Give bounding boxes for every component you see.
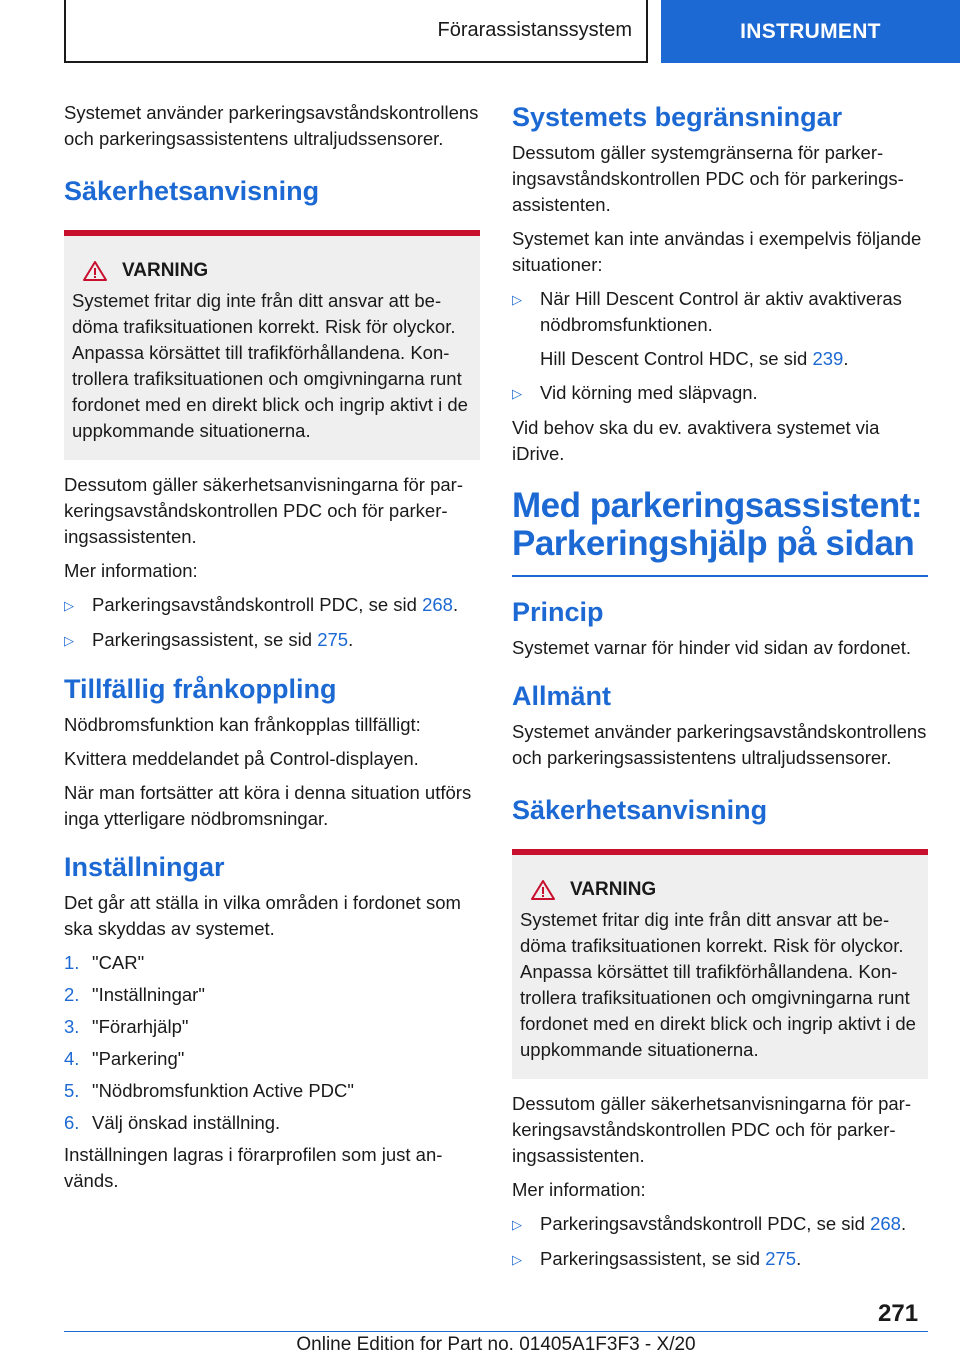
step-text: "CAR" [92,952,145,973]
step-text: "Inställningar" [92,984,205,1005]
triangle-bullet-icon: ▷ [512,386,522,401]
more-info-label: Mer information: [512,1179,646,1200]
step-item [64,1014,480,1040]
main-heading [512,487,928,563]
page-link[interactable]: 239 [812,348,844,369]
page-number: 271 [878,1300,919,1327]
limit-item-text: När Hill Descent Control är aktiv avaktiveras nödbromsfunktionen. [540,288,902,335]
warning-title [520,877,920,903]
right-column [512,100,928,1281]
chapter-title: INSTRUMENT [740,19,881,43]
general-heading: Allmänt [512,681,612,711]
link-text: Parkeringsavståndskontroll PDC, se sid [540,1213,871,1234]
step-number: 4. [64,1048,80,1069]
triangle-bullet-icon: ▷ [512,1217,522,1232]
warning-label: VARNING [122,260,209,281]
also-paragraph: Dessutom gäller säkerhetsanvisningarna för parkeringsavståndskontrollen PDC och för parkeringsassistenten. [64,474,463,547]
temp-paragraph-2: Kvittera meddelandet på Control-displayen. [64,748,419,769]
list-item: ▷ Parkeringsassistent, se sid 275. [64,627,480,654]
warning-title [72,258,472,284]
link-text: Parkeringsavståndskontroll PDC, se sid [92,594,423,615]
triangle-bullet-icon: ▷ [64,598,74,613]
warning-text: Systemet fritar dig inte från ditt ansvar att bedöma trafiksituationen korrekt. Risk för olyckor. Anpassa körsättet till trafikförhållandena. Kontrollera trafiksituationen och omgivningarna runt fordonet med en direkt blick och ingrip aktivt i de uppkommande situationerna. [520,909,916,1060]
list-item: ▷ När Hill Descent Control är aktiv avaktiveras nödbromsfunktionen. Hill Descent Control HDC, se sid 239. [512,286,928,372]
section-title: Förarassistanssystem [437,19,632,41]
step-number: 2. [64,984,80,1005]
warning-text: Systemet fritar dig inte från ditt ansvar att bedöma trafiksituationen korrekt. Risk för olyckor. Anpassa körsättet till trafikförhållandena. Kontrollera trafiksituationen och omgivningarna runt fordonet med en direkt blick och ingrip aktivt i de uppkommande situationerna. [72,290,468,441]
settings-paragraph-2: Inställningen lagras i förarprofilen som just används. [64,1144,443,1191]
page-link[interactable]: 268 [422,594,453,615]
step-item [64,950,480,976]
step-text: Välj önskad inställning. [92,1112,281,1133]
triangle-bullet-icon: ▷ [64,633,74,648]
list-item: ▷ Parkeringsassistent, se sid 275. [512,1246,928,1273]
limits-heading: Systemets begränsningar [512,102,843,132]
list-item [512,380,928,407]
principle-text: Systemet varnar för hinder vid sidan av fordonet. [512,637,911,658]
settings-heading: Inställningar [64,852,225,882]
list-item: ▷ Parkeringsavståndskontroll PDC, se sid 268. [64,592,480,619]
temp-disable-heading: Tillfällig frånkoppling [64,674,337,704]
step-item [64,982,480,1008]
heading-rule [512,575,928,577]
warning-triangle-icon [530,879,556,901]
warning-triangle-icon [82,260,108,282]
step-item [64,1110,480,1136]
list-item: ▷ Parkeringsavståndskontroll PDC, se sid 268. [512,1211,928,1238]
warning-label: VARNING [570,879,657,900]
step-text: "Parkering" [92,1048,185,1069]
more-info-label: Mer information: [64,560,198,581]
page-link[interactable]: 275 [765,1248,797,1269]
safety-heading: Säkerhetsanvisning [64,176,320,206]
step-number: 5. [64,1080,80,1101]
temp-paragraph-3: När man fortsätter att köra i denna situation utförs inga ytterligare nödbromsningar. [64,782,472,829]
step-item [64,1078,480,1104]
main-heading-line-2: Parkeringshjälp på sidan [512,524,915,563]
warning-box [512,849,928,1079]
main-heading-line-1: Med parkeringsassistent: [512,486,923,525]
link-text: Parkeringsassistent, se sid [540,1248,766,1269]
page-link[interactable]: 275 [317,629,349,650]
principle-heading: Princip [512,597,604,627]
step-text: "Förarhjälp" [92,1016,189,1037]
limits-paragraph-3: Vid behov ska du ev. avaktivera systemet via iDrive. [512,417,880,464]
edition-footer: Online Edition for Part no. 01405A1F3F3 - X/20 [296,1334,696,1355]
link-text: Parkeringsassistent, se sid [92,629,318,650]
triangle-bullet-icon: ▷ [512,1252,522,1267]
triangle-bullet-icon: ▷ [512,292,522,307]
intro-paragraph: Systemet använder parkeringsavståndskontrollens och parkeringsassistentens ultraljudssensorer. [64,102,479,149]
warning-box [64,230,480,460]
step-number: 6. [64,1112,80,1133]
chapter-tab [661,0,960,63]
section-header [64,0,648,63]
also-paragraph: Dessutom gäller säkerhetsanvisningarna för parkeringsavståndskontrollen PDC och för parkeringsassistenten. [512,1093,911,1166]
footer-rule [64,1331,928,1332]
safety-heading: Säkerhetsanvisning [512,795,768,825]
limit-item-text: Vid körning med släpvagn. [540,382,758,403]
step-number: 3. [64,1016,80,1037]
general-text: Systemet använder parkeringsavståndskontrollens och parkeringsassistentens ultraljudssensorer. [512,721,927,768]
step-number: 1. [64,952,80,973]
left-column [64,100,480,1202]
temp-paragraph-1: Nödbromsfunktion kan frånkopplas tillfälligt: [64,714,421,735]
limits-paragraph-2: Systemet kan inte användas i exempelvis följande situationer: [512,228,922,275]
step-text: "Nödbromsfunktion Active PDC" [92,1080,354,1101]
limits-paragraph-1: Dessutom gäller systemgränserna för parkeringsavståndskontrollen PDC och för parkeringsassistenten. [512,142,904,215]
link-text: Hill Descent Control HDC, se sid [540,348,813,369]
step-item [64,1046,480,1072]
page-link[interactable]: 268 [870,1213,901,1234]
settings-paragraph-1: Det går att ställa in vilka områden i fordonet som ska skyddas av systemet. [64,892,461,939]
